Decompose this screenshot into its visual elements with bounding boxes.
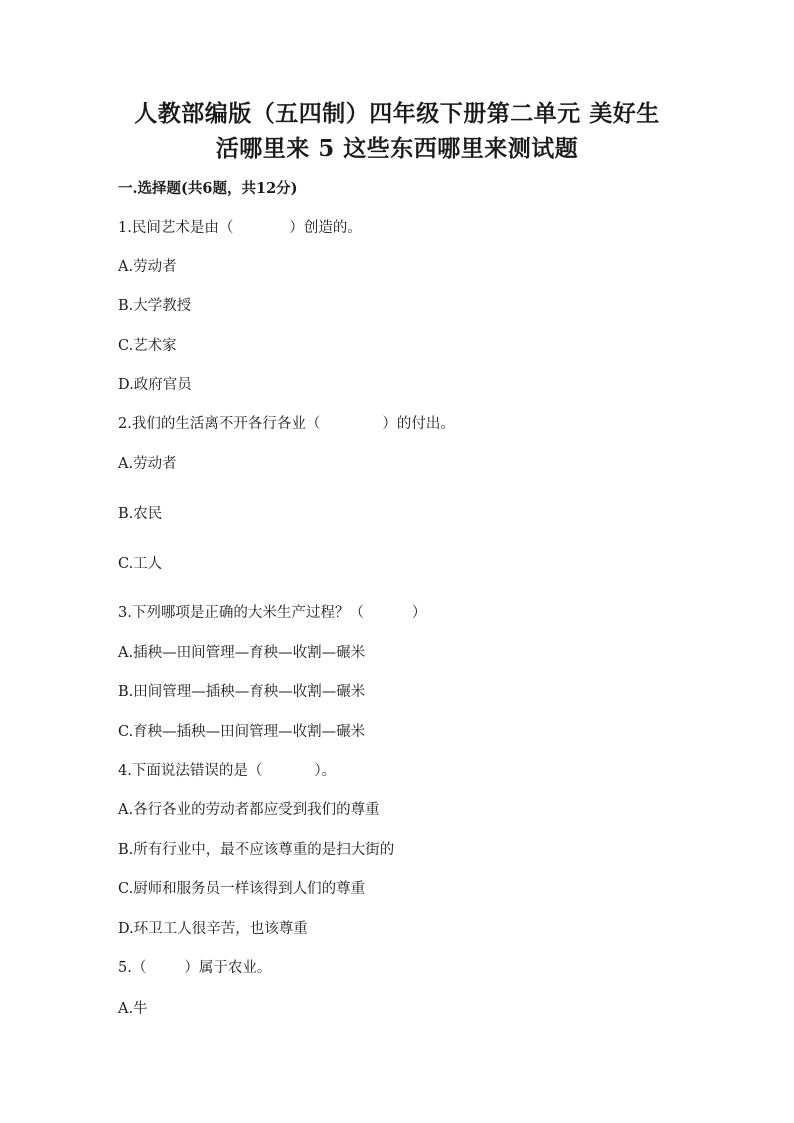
question-1-option-a: A.劳动者: [118, 259, 177, 275]
question-2-option-b: B.农民: [118, 506, 163, 522]
document-title-line-2: 活哪里来 5 这些东西哪里来测试题: [215, 135, 579, 162]
question-3-option-a: A.插秧—田间管理—育秧—收割—碾米: [118, 645, 366, 661]
question-3-option-c: C.育秧—插秧—田间管理—收割—碾米: [118, 724, 366, 740]
question-3-option-b: B.田间管理—插秧—育秧—收割—碾米: [118, 684, 366, 700]
question-1-option-b: B.大学教授: [118, 298, 192, 314]
question-1-option-c: C.艺术家: [118, 338, 177, 354]
question-1-stem: [118, 219, 362, 237]
question-5-stem: [118, 959, 271, 977]
question-3-stem: [118, 604, 426, 622]
question-1-option-d: D.政府官员: [118, 377, 192, 393]
question-5-option-a: A.牛: [118, 1001, 148, 1017]
question-2-stem-after: ）的付出。: [382, 416, 455, 432]
question-4-option-b: B.所有行业中，最不应该尊重的是扫大街的: [118, 842, 395, 858]
question-4-option-c: C.厨师和服务员一样该得到人们的尊重: [118, 881, 366, 897]
question-4-stem: [118, 762, 336, 780]
question-2-stem-before: 2.我们的生活离不开各行各业（: [118, 416, 321, 432]
question-5-stem-after: ）属于农业。: [184, 960, 272, 976]
question-4-stem-before: 4.下面说法错误的是（: [118, 763, 263, 779]
question-4-option-d: D.环卫工人很辛苦，也该尊重: [118, 921, 308, 937]
section-heading: 一.选择题(共6题，共12分): [118, 180, 298, 197]
question-3-stem-after: ）: [411, 605, 427, 621]
question-2-option-a: A.劳动者: [118, 456, 177, 472]
question-2-option-c: C.工人: [118, 556, 163, 572]
question-4-stem-after: ）。: [314, 763, 337, 779]
question-4-option-a: A.各行各业的劳动者都应受到我们的尊重: [118, 802, 380, 818]
question-2-stem: [118, 415, 455, 433]
document-title-line-1: 人教部编版（五四制）四年级下册第二单元 美好生: [134, 100, 660, 127]
question-1-stem-after: ）创造的。: [289, 220, 362, 236]
question-3-stem-before: 3.下列哪项是正确的大米生产过程？（: [118, 605, 364, 621]
question-1-stem-before: 1.民间艺术是由（: [118, 220, 234, 236]
question-5-stem-before: 5.（: [118, 960, 147, 976]
